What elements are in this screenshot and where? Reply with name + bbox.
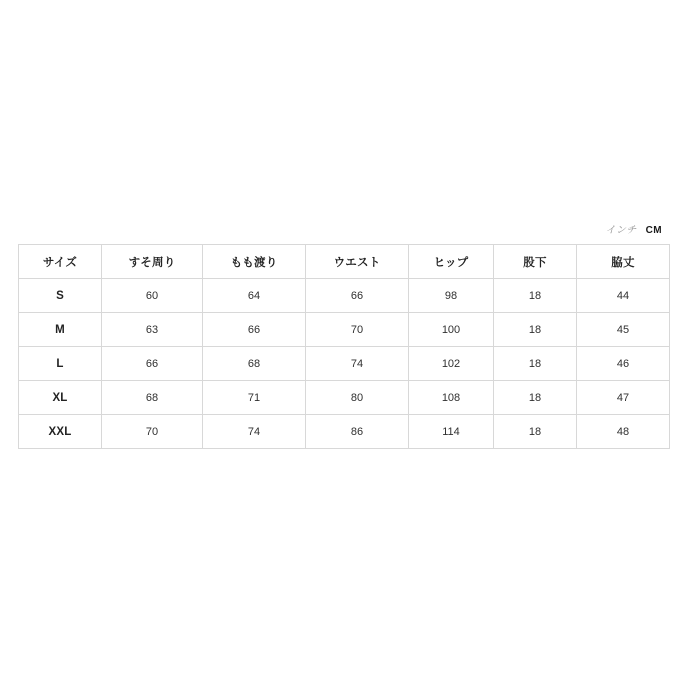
table-row <box>19 381 670 415</box>
cell-m-hem: 63 <box>102 313 203 347</box>
cell-xxl-hip: 114 <box>409 415 494 449</box>
row-header-size-l: L <box>19 347 102 381</box>
cell-l-waist: 74 <box>306 347 409 381</box>
cell-xl-hip: 108 <box>409 381 494 415</box>
cell-l-inseam: 18 <box>494 347 577 381</box>
column-header-thigh: もも渡り <box>203 245 306 279</box>
cell-xl-waist: 80 <box>306 381 409 415</box>
cell-m-waist: 70 <box>306 313 409 347</box>
cell-s-waist: 66 <box>306 279 409 313</box>
table-header-row <box>19 245 670 279</box>
table-row <box>19 347 670 381</box>
column-header-hip: ヒップ <box>409 245 494 279</box>
size-table <box>18 244 670 449</box>
cell-m-hip: 100 <box>409 313 494 347</box>
unit-toggle[interactable] <box>605 221 662 236</box>
cell-xxl-waist: 86 <box>306 415 409 449</box>
row-header-size-s: S <box>19 279 102 313</box>
size-table-container <box>18 244 662 449</box>
unit-option-cm[interactable]: CM <box>645 225 662 236</box>
cell-xl-inseam: 18 <box>494 381 577 415</box>
column-header-outseam: 脇丈 <box>577 245 670 279</box>
cell-xxl-outseam: 48 <box>577 415 670 449</box>
cell-l-outseam: 46 <box>577 347 670 381</box>
row-header-size-xl: XL <box>19 381 102 415</box>
cell-xxl-inseam: 18 <box>494 415 577 449</box>
row-header-size-m: M <box>19 313 102 347</box>
cell-xl-thigh: 71 <box>203 381 306 415</box>
column-header-hem: すそ周り <box>102 245 203 279</box>
table-row <box>19 279 670 313</box>
table-row <box>19 415 670 449</box>
cell-s-hip: 98 <box>409 279 494 313</box>
cell-xxl-hem: 70 <box>102 415 203 449</box>
cell-s-hem: 60 <box>102 279 203 313</box>
cell-xl-hem: 68 <box>102 381 203 415</box>
cell-xxl-thigh: 74 <box>203 415 306 449</box>
cell-s-outseam: 44 <box>577 279 670 313</box>
cell-m-thigh: 66 <box>203 313 306 347</box>
size-table-head <box>19 245 670 279</box>
unit-option-inch[interactable]: インチ <box>605 225 637 236</box>
cell-s-thigh: 64 <box>203 279 306 313</box>
column-header-inseam: 股下 <box>494 245 577 279</box>
cell-xl-outseam: 47 <box>577 381 670 415</box>
cell-l-hem: 66 <box>102 347 203 381</box>
column-header-size: サイズ <box>19 245 102 279</box>
cell-l-hip: 102 <box>409 347 494 381</box>
cell-s-inseam: 18 <box>494 279 577 313</box>
cell-l-thigh: 68 <box>203 347 306 381</box>
row-header-size-xxl: XXL <box>19 415 102 449</box>
column-header-waist: ウエスト <box>306 245 409 279</box>
table-row <box>19 313 670 347</box>
cell-m-inseam: 18 <box>494 313 577 347</box>
size-table-body <box>19 279 670 449</box>
cell-m-outseam: 45 <box>577 313 670 347</box>
